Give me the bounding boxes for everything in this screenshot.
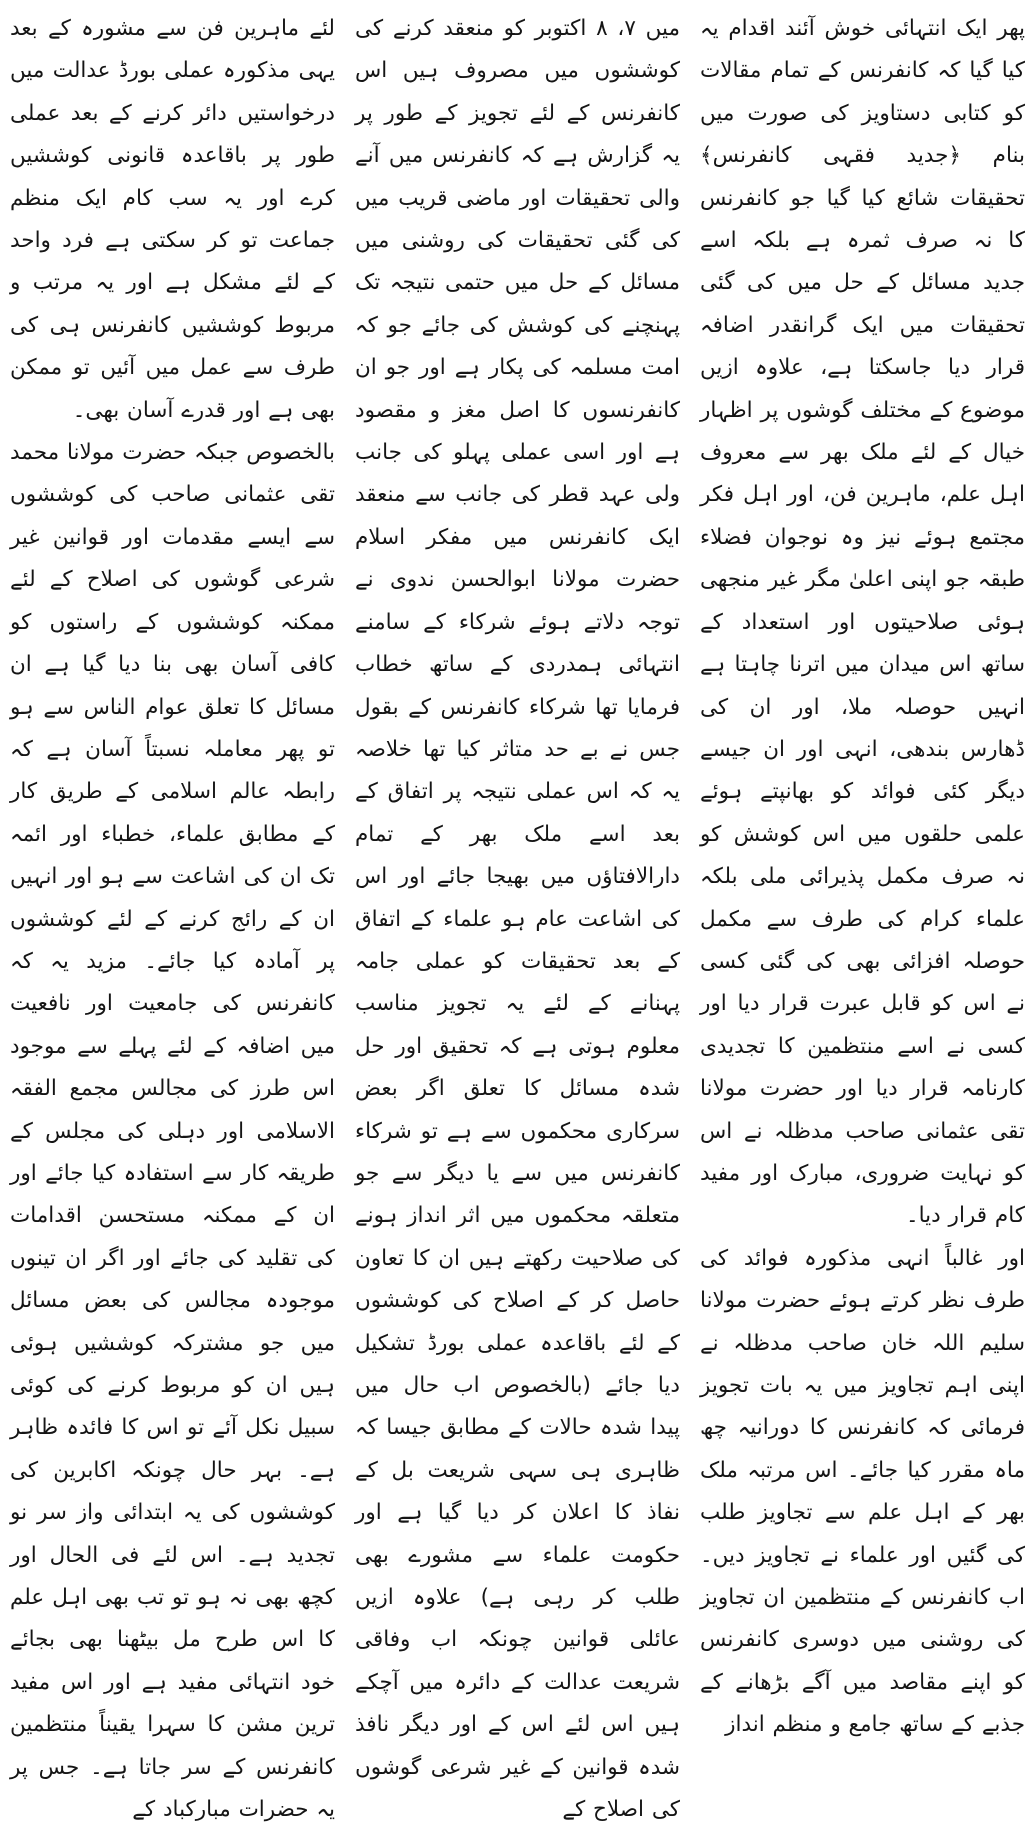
- column-paragraph: پھر ایک انتہائی خوش آئند اقدام یہ کیا گیا کہ کانفرنس کے تمام مقالات کو کتابی دستاویز کی صورت میں بنام ﴿جدید فقہی کانفرنس﴾ تحقیقات شائع کیا گیا جو کانفرنس کا نہ صرف ثمرہ ہے بلکہ اسے جدید مسائل کے حل میں کی گئی تحقیقات میں ایک گرانقدر اضافہ قرار دیا جاسکتا ہے، علاوہ ازیں موضوع کے مختلف گوشوں پر اظہار خیال کے لئے ملک بھر سے معروف اہل علم، ماہرین فن، اور اہل فکر مجتمع ہوئے نیز وہ نوجوان فضلاء طبقہ جو اپنی اعلیٰ مگر غیر منجھی ہوئی صلاحیتوں اور استعداد کے ساتھ اس میدان میں اترنا چاہتا ہے انہیں حوصلہ ملا، اور ان کی ڈھارس بندھی، انہی اور ان جیسے دیگر کئی فوائد کو بھانپتے ہوئے علمی حلقوں میں اس کوشش کو نہ صرف مکمل پذیرائی ملی بلکہ علماء کرام کی طرف سے مکمل حوصلہ افزائی بھی کی گئی کسی نے اس کو قابل عبرت قرار دیا اور کسی نے اسے منتظمین کا تجدیدی کارنامہ قرار دیا اور حضرت مولانا تقی عثمانی صاحب مدظلہ نے اس کو نہایت ضروری، مبارک اور مفید کام قرار دیا۔: [700, 16, 1025, 1229]
- column-paragraph: اور غالباً انہی مذکورہ فوائد کی طرف نظر کرتے ہوئے حضرت مولانا سلیم اللہ خان صاحب مدظلہ نے اپنی اہم تجاویز میں یہ بات تجویز فرمائی کہ کانفرنس کا دورانیہ چھ ماہ مقرر کیا جائے۔ اس مرتبہ ملک بھر کے اہل علم سے تجاویز طلب کی گئیں اور علماء نے تجاویز دیں۔ اب کانفرنس کے منتظمین ان تجاویز کی روشنی میں دوسری کانفرنس کو اپنے مقاصد میں آگے بڑھانے کے جذبے کے ساتھ جامع و منظم انداز: [700, 1245, 1025, 1738]
- column-paragraph: میں ۷، ۸ اکتوبر کو منعقد کرنے کی کوششوں میں مصروف ہیں اس کانفرنس کے لئے تجویز کے طور پر یہ گزارش ہے کہ کانفرنس میں آنے والی تحقیقات اور ماضی قریب میں کی گئی تحقیقات کی روشنی میں مسائل کے حل میں حتمی نتیجہ تک پہنچنے کی کوشش کی جائے جو کہ امت مسلمہ کی پکار ہے اور جو ان کانفرنسوں کا اصل مغز و مقصود ہے اور اسی عملی پہلو کی جانب ولی عہد قطر کی جانب سے منعقد ایک کانفرنس میں مفکر اسلام حضرت مولانا ابوالحسن ندوی نے توجہ دلاتے ہوئے شرکاء کے سامنے انتہائی ہمدردی کے ساتھ خطاب فرمایا تھا شرکاء کانفرنس کے بقول جس نے بے حد متاثر کیا تھا خلاصہ یہ کہ اس عملی نتیجہ پر اتفاق کے بعد اسے ملک بھر کے تمام دارالافتاؤں میں بھیجا جائے اور اس کی اشاعت عام ہو علماء کے اتفاق کے بعد تحقیقات کو عملی جامہ پہنانے کے لئے یہ تجویز مناسب معلوم ہوتی ہے کہ تحقیق اور حل شدہ مسائل کا تعلق اگر بعض سرکاری محکموں سے ہے تو شرکاء کانفرنس میں سے یا دیگر سے جو متعلقہ محکموں میں اثر انداز ہونے کی صلاحیت رکھتے ہیں ان کا تعاون حاصل کر کے اصلاح کی کوششوں کے لئے باقاعدہ عملی بورڈ تشکیل دیا جائے (بالخصوص اب حال میں پیدا شدہ حالات کے مطابق جیسا کہ ظاہری ہی سہی شریعت بل کے نفاذ کا اعلان کر دیا گیا ہے اور حکومت علماء سے مشورے بھی طلب کر رہی ہے) علاوہ ازیں عائلی قوانین چونکہ اب وفاقی شریعت عدالت کے دائرہ میں آچکے ہیں اس لئے اس کے اور دیگر نافذ شدہ قوانین کے غیر شرعی گوشوں کی اصلاح کے: [355, 16, 680, 1823]
- text-column-left: [10, 8, 335, 1823]
- column-paragraph: بالخصوص جبکہ حضرت مولانا محمد تقی عثمانی صاحب کی کوششوں سے ایسے مقدمات اور قوانین غیر شرعی گوشوں کی اصلاح کے لئے ممکنہ کوششوں کے راستوں کو کافی آسان بھی بنا دیا گیا ہے ان مسائل کا تعلق عوام الناس سے ہو تو پھر معاملہ نسبتاً آسان ہے کہ رابطہ عالم اسلامی کے طریق کار کے مطابق علماء، خطباء اور ائمہ تک ان کی اشاعت سے ہو اور انہیں ان کے رائج کرنے کے لئے کوششوں پر آمادہ کیا جائے۔ مزید یہ کہ کانفرنس کی جامعیت اور نافعیت میں اضافہ کے لئے پہلے سے موجود اس طرز کی مجالس مجمع الفقہ الاسلامی اور دہلی کی مجلس کے طریقہ کار سے استفادہ کیا جائے اور ان کے ممکنہ مستحسن اقدامات کی تقلید کی جائے اور اگر ان تینوں موجودہ مجالس کی بعض مسائل میں جو مشترکہ کوششیں ہوئی ہیں ان کو مربوط کرنے کی کوئی سبیل نکل آئے تو اس کا فائدہ ظاہر ہے۔ بہر حال چونکہ اکابرین کی کوششوں کی یہ ابتدائی واز سر نو تجدید ہے۔ اس لئے فی الحال اور کچھ بھی نہ ہو تو تب بھی اہل علم کا اس طرح مل بیٹھنا بھی بجائے خود انتہائی مفید ہے اور اس مفید ترین مشن کا سہرا یقیناً منتظمین کانفرنس کے سر جاتا ہے۔ جس پر یہ حضرات مبارکباد کے: [10, 440, 335, 1823]
- text-column-middle: [355, 8, 680, 1823]
- column-paragraph: لئے ماہرین فن سے مشورہ کے بعد یہی مذکورہ عملی بورڈ عدالت میں درخواستیں دائر کرنے کے بعد عملی طور پر باقاعدہ قانونی کوششیں کرے اور یہ سب کام ایک منظم جماعت تو کر سکتی ہے فرد واحد کے لئے مشکل ہے اور یہ مرتب و مربوط کوششیں کانفرنس ہی کی طرف سے عمل میں آئیں تو ممکن بھی ہے اور قدرے آسان بھی۔: [10, 16, 335, 423]
- text-column-right: [700, 8, 1025, 1738]
